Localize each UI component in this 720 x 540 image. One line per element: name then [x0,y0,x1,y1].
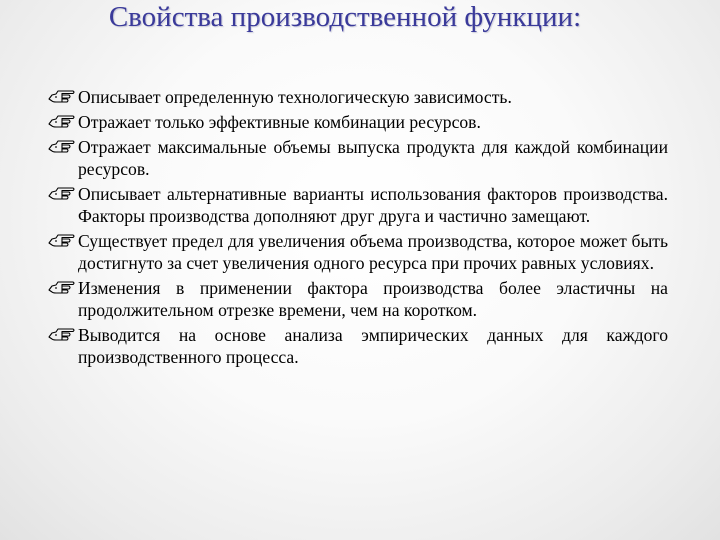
pointing-hand-icon [48,183,76,203]
list-item [48,86,668,108]
list-item [48,230,668,274]
list-item-text: Отражает максимальные объемы выпуска продукта для каждой комбинации ресурсов. [78,137,668,179]
list-item-text: Описывает определенную технологическую зависимость. [78,87,512,107]
pointing-hand-icon [48,324,76,344]
list-item-text: Существует предел для увеличения объема производства, которое может быть достигнуто за счет увеличения одного ресурса при прочих равных условиях. [78,231,668,273]
list-item [48,111,668,133]
bullet-list [48,86,668,371]
slide-title: Свойства производственной функции: [108,1,582,33]
list-item [48,136,668,180]
list-item-text: Отражает только эффективные комбинации ресурсов. [78,112,481,132]
pointing-hand-icon [48,230,76,250]
list-item-text: Выводится на основе анализа эмпирических данных для каждого производственного процесса. [78,325,668,367]
pointing-hand-icon [48,277,76,297]
pointing-hand-icon [48,111,76,131]
list-item-text: Изменения в применении фактора производства более эластичны на продолжительном отрезке времени, чем на коротком. [78,278,668,320]
list-item-text: Описывает альтернативные варианты использования факторов производства. Факторы производства дополняют друг друга и частично замещают. [78,184,668,226]
pointing-hand-icon [48,86,76,106]
list-item [48,324,668,368]
list-item [48,183,668,227]
pointing-hand-icon [48,136,76,156]
list-item [48,277,668,321]
